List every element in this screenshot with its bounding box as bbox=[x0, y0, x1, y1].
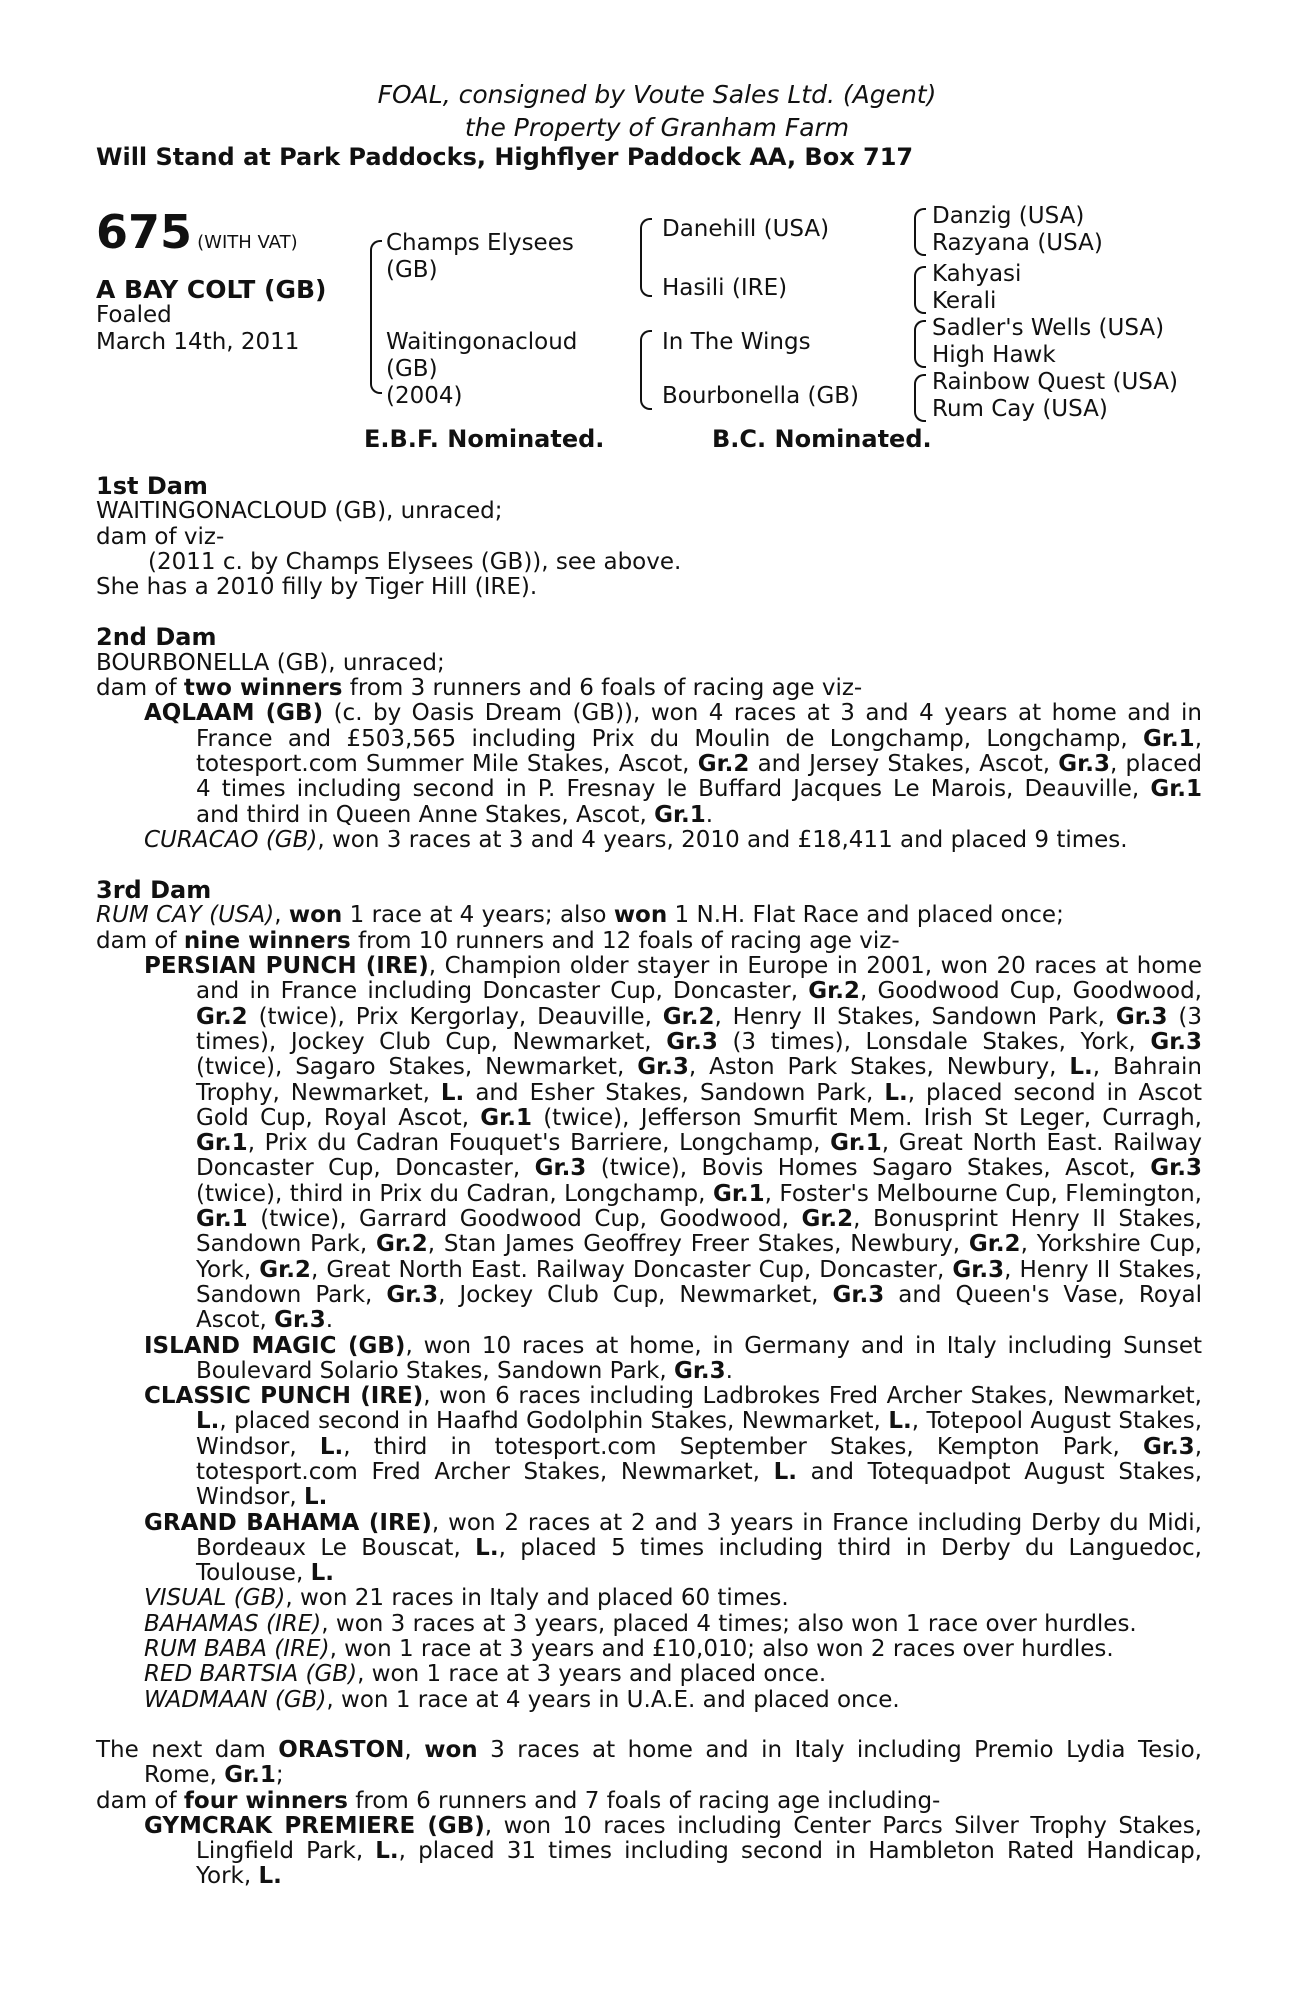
header-location: Will Stand at Park Paddocks, Highflyer Paddock AA, Box 717 bbox=[96, 143, 914, 171]
third-dam-text: RUM CAY (USA), won 1 race at 4 years; also won 1 N.H. Flat Race and placed once; bbox=[96, 902, 1064, 929]
sire-dam-dam: Kerali bbox=[932, 288, 997, 314]
dam-dam: Bourbonella (GB) bbox=[662, 383, 860, 409]
catalogue-body: 1st Dam WAITINGONACLOUD (GB), unraced; dam of viz- (2011 c. by Champs Elysees (GB)), see above. She has a 2010 filly by Tiger Hill (IRE). 2nd Dam BOURBONELLA (GB), unraced; dam of two winners from 3 runners and 6 foals of racing age viz- AQLAAM (GB) (c. by Oasis Dream (GB)), won 4 races at 3 and 4 years at home and in France and £503,565 including Prix du Moulin de Longchamp, Longchamp, Gr.1, totesport.com Summer Mile Stakes, Ascot, Gr.2 and Jersey Stakes, Ascot, Gr.3, placed 4 times including second in P. Fresnay le Buffard Jacques Le Marois, Deauville, Gr.1 and third in Queen Anne Stakes, Ascot, Gr.1. CURACAO (GB), won 3 races at 3 and 4 years, 2010 and £18,411 and placed 9 times. 3rd Dam RUM CAY (USA), won 1 race at 4 years; also won 1 N.H. Flat Race and placed once; dam of nine winners from 10 runners and 12 foals of racing age viz- PERSIAN PUNCH (IRE), Champion older stayer in Europe in 2001, won 20 races at home and in France including Doncaster Cup, Doncaster, Gr.2, Goodwood Cup, Goodwood, Gr.2 (twice), Prix Kergorlay, Deauville, Gr.2, Henry II Stakes, Sandown Park, Gr.3 (3 times), Jockey Club Cup, Newmarket, Gr.3 (3 times), Lonsdale Stakes, York, Gr.3 (twice), Sagaro Stakes, Newmarket, Gr.3, Aston Park Stakes, Newbury, L., Bahrain Trophy, Newmarket, L. and Esher Stakes, Sandown Park, L., placed second in Ascot Gold Cup, Royal Ascot, Gr.1 (twice), Jefferson Smurfit Mem. Irish St Leger, Curragh, Gr.1, Prix du Cadran Fouquet's Barriere, Longchamp, Gr.1, Great North East. Railway Doncaster Cup, Doncaster, Gr.3 (twice), Bovis Homes Sagaro Stakes, Ascot, Gr.3 (twice), third in Prix du Cadran, Longchamp, Gr.1, Foster's Melbourne Cup, Flemington, Gr.1 (twice), Garrard Goodwood Cup, Goodwood, Gr.2, Bonusprint Henry II Stakes, Sandown Park, Gr.2, Stan James Geoffrey Freer Stakes, Newbury, Gr.2, Yorkshire Cup, York, Gr.2, Great North East. Railway Doncaster Cup, Doncaster, Gr.3, Henry II Stakes, Sandown Park, Gr.3, Jockey Club Cup, Newmarket, Gr.3 and Queen's Vase, Royal Ascot, Gr.3. ISLAND MAGIC (GB), won 10 races at home, in Germany and in Italy including Sunset Boulevard Solario Stakes, Sandown Park, Gr.3. CLASSIC PUNCH (IRE), won 6 races including Ladbrokes Fred Archer Stakes, Newmarket, L., placed second in Haafhd Godolphin Stakes, Newmarket, L., Totepool August Stakes, Windsor, L., third in totesport.com September Stakes, Kempton Park, Gr.3, totesport.com Fred Archer Stakes, Newmarket, L. and Totequadpot August Stakes, Windsor, L. GRAND BAHAMA (IRE), won 2 races at 2 and 3 years in France including Derby du Midi, Bordeaux Le Bouscat, L., placed 5 times including third in Derby du Languedoc, Toulouse, L. VISUAL (GB), won 21 races in Italy and placed 60 times. BAHAMAS (IRE), won 3 races at 3 years, placed 4 times; also won 1 race over hurdles. RUM BABA (IRE), won 1 race at 3 years and £10,010; also won 2 races over hurdles. RED BARTSIA (GB), won 1 race at 3 years and placed once. WADMAAN (GB), won 1 race at 4 years in U.A.E. and placed once. The next dam ORASTON, won 3 races at home and in Italy including Premio Lydia Tesio, Rome, Gr.1; dam of four winners from 6 runners and 7 foals of racing age including- GYMCRAK PREMIERE (GB), won 10 races including Center Parcs Silver Trophy Stakes, Lingfield Park, L., placed 31 times including second in Hambleton Rated Handicap, York, L. bbox=[96, 472, 1203, 1890]
dam-year: (2004) bbox=[386, 383, 463, 409]
produce-wadmaan: WADMAAN (GB), won 1 race at 4 years in U.A.E. and placed once. bbox=[144, 1686, 900, 1713]
produce-visual: VISUAL (GB), won 21 races in Italy and placed 60 times. bbox=[144, 1585, 789, 1612]
next-dam-text: The next dam ORASTON, won 3 races at home and in Italy including Premio Lydia Tesio, Rome, Gr.1; bbox=[96, 1736, 1202, 1789]
sire-sire-sire: Danzig (USA) bbox=[932, 203, 1085, 229]
produce-rum-baba: RUM BABA (IRE), won 1 race at 3 years and £10,010; also won 2 races over hurdles. bbox=[144, 1636, 1114, 1663]
foaled-label: Foaled bbox=[96, 302, 172, 328]
produce-gymcrak-premiere: GYMCRAK PREMIERE (GB), won 10 races including Center Parcs Silver Trophy Stakes, Lingfield Park, L., placed 31 times including second in Hambleton Rated Handicap, York, L. bbox=[144, 1812, 1202, 1890]
brace-ss bbox=[914, 208, 926, 256]
dam-country: (GB) bbox=[386, 356, 438, 382]
sire-country: (GB) bbox=[386, 257, 438, 283]
dam-sire: In The Wings bbox=[662, 329, 811, 355]
produce-persian-punch: PERSIAN PUNCH (IRE), Champion older stayer in Europe in 2001, won 20 races at home and in France including Doncaster Cup, Doncaster, Gr.2, Goodwood Cup, Goodwood, Gr.2 (twice), Prix Kergorlay, Deauville, Gr.2, Henry II Stakes, Sandown Park, Gr.3 (3 times), Jockey Club Cup, Newmarket, Gr.3 (3 times), Lonsdale Stakes, York, Gr.3 (twice), Sagaro Stakes, Newmarket, Gr.3, Aston Park Stakes, Newbury, L., Bahrain Trophy, Newmarket, L. and Esher Stakes, Sandown Park, L., placed second in Ascot Gold Cup, Royal Ascot, Gr.1 (twice), Jefferson Smurfit Mem. Irish St Leger, Curragh, Gr.1, Prix du Cadran Fouquet's Barriere, Longchamp, Gr.1, Great North East. Railway Doncaster Cup, Doncaster, Gr.3 (twice), Bovis Homes Sagaro Stakes, Ascot, Gr.3 (twice), third in Prix du Cadran, Longchamp, Gr.1, Foster's Melbourne Cup, Flemington, Gr.1 (twice), Garrard Goodwood Cup, Goodwood, Gr.2, Bonusprint Henry II Stakes, Sandown Park, Gr.2, Stan James Geoffrey Freer Stakes, Newbury, Gr.2, Yorkshire Cup, York, Gr.2, Great North East. Railway Doncaster Cup, Doncaster, Gr.3, Henry II Stakes, Sandown Park, Gr.3, Jockey Club Cup, Newmarket, Gr.3 and Queen's Vase, Royal Ascot, Gr.3. bbox=[144, 953, 1203, 1334]
produce-island-magic: ISLAND MAGIC (GB), won 10 races at home, in Germany and in Italy including Sunset Boulevard Solario Stakes, Sandown Park, Gr.3. bbox=[144, 1332, 1202, 1384]
lot-title: A BAY COLT (GB) bbox=[96, 275, 327, 304]
header-property: the Property of Granham Farm bbox=[464, 113, 850, 142]
produce-aqlaam: AQLAAM (GB) (c. by Oasis Dream (GB)), won 4 races at 3 and 4 years at home and in France and £503,565 including Prix du Moulin de Longchamp, Longchamp, Gr.1, totesport.com Summer Mile Stakes, Ascot, Gr.2 and Jersey Stakes, Ascot, Gr.3, placed 4 times including second in P. Fresnay le Buffard Jacques Le Marois, Deauville, Gr.1 and third in Queen Anne Stakes, Ascot, Gr.1. bbox=[144, 700, 1203, 828]
header-consignor: FOAL, consigned by Voute Sales Ltd. (Agent) bbox=[377, 80, 937, 109]
third-dam-heading: 3rd Dam bbox=[96, 876, 212, 905]
first-dam-produce: (2011 c. by Champs Elysees (GB)), see above. bbox=[148, 548, 682, 575]
ebf-nominated: E.B.F. Nominated. bbox=[364, 425, 605, 453]
dam-sire-sire: Sadler's Wells (USA) bbox=[932, 315, 1165, 341]
dam-sire-dam: High Hawk bbox=[932, 342, 1056, 368]
vat-label: (WITH VAT) bbox=[197, 232, 298, 253]
first-dam-heading: 1st Dam bbox=[96, 472, 208, 500]
sire-dam-sire: Kahyasi bbox=[932, 261, 1022, 287]
brace-dd bbox=[914, 374, 926, 422]
first-dam-text: WAITINGONACLOUD (GB), unraced; bbox=[96, 498, 503, 525]
produce-classic-punch: CLASSIC PUNCH (IRE), won 6 races including Ladbrokes Fred Archer Stakes, Newmarket, L., placed second in Haafhd Godolphin Stakes, Newmarket, L., Totepool August Stakes, Windsor, L., third in totesport.com September Stakes, Kempton Park, Gr.3, totesport.com Fred Archer Stakes, Newmarket, L. and Totequadpot August Stakes, Windsor, L. bbox=[144, 1383, 1203, 1511]
second-dam-text: BOURBONELLA (GB), unraced; bbox=[96, 649, 445, 676]
dam-dam-dam: Rum Cay (USA) bbox=[932, 396, 1108, 422]
brace-dam-parents bbox=[640, 330, 652, 410]
brace-gen1 bbox=[370, 240, 382, 394]
dam-dam-sire: Rainbow Quest (USA) bbox=[932, 369, 1179, 395]
brace-sire-parents bbox=[640, 218, 652, 297]
second-dam-heading: 2nd Dam bbox=[96, 623, 217, 652]
bc-nominated: B.C. Nominated. bbox=[712, 425, 932, 453]
produce-bahamas: BAHAMAS (IRE), won 3 races at 3 years, placed 4 times; also won 1 race over hurdles. bbox=[144, 1610, 1137, 1637]
produce-grand-bahama: GRAND BAHAMA (IRE), won 2 races at 2 and 3 years in France including Derby du Midi, Bordeaux Le Bouscat, L., placed 5 times including third in Derby du Languedoc, Toulouse, L. bbox=[144, 1509, 1202, 1587]
brace-sd bbox=[914, 266, 926, 314]
produce-red-bartsia: RED BARTSIA (GB), won 1 race at 3 years and placed once. bbox=[144, 1661, 827, 1688]
sire-name: Champs Elysees bbox=[386, 230, 574, 256]
sire-sire-dam: Razyana (USA) bbox=[932, 230, 1103, 256]
brace-ds bbox=[914, 320, 926, 368]
lot-number-block bbox=[96, 205, 298, 259]
foaled-date: March 14th, 2011 bbox=[96, 329, 300, 355]
sire-dam: Hasili (IRE) bbox=[662, 275, 788, 301]
dam-name: Waitingonacloud bbox=[386, 329, 578, 355]
sire-sire: Danehill (USA) bbox=[662, 216, 830, 242]
produce-curacao: CURACAO (GB), won 3 races at 3 and 4 years, 2010 and £18,411 and placed 9 times. bbox=[144, 826, 1128, 853]
lot-number: 675 bbox=[96, 205, 193, 259]
